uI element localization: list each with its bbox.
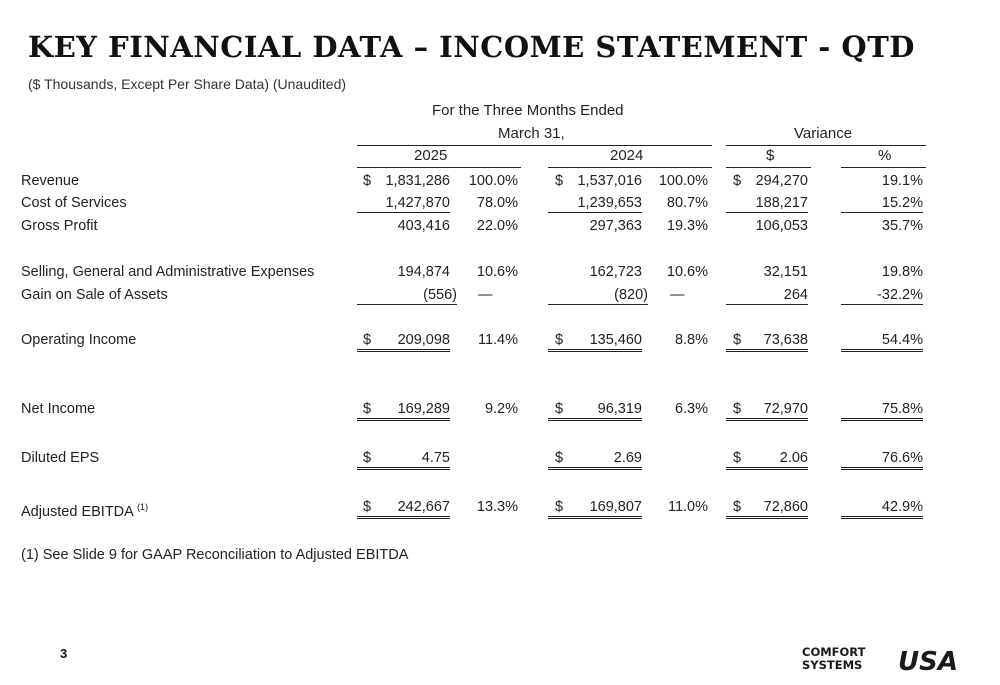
pct-2025: 78.0% (476, 195, 518, 211)
variance-pct: 76.6% (841, 449, 923, 470)
pct-2024: 6.3% (674, 401, 708, 417)
variance-pct: 35.7% (881, 218, 923, 234)
variance-header: Variance (794, 125, 853, 142)
dollar-sign: $ (733, 499, 742, 515)
pct-2024: 19.3% (666, 218, 708, 234)
dollar-sign: $ (555, 332, 564, 348)
pct-2025: — (478, 287, 493, 303)
value-2024: 96,319 (548, 400, 642, 421)
dollar-sign: $ (733, 450, 742, 466)
row-label: Net Income (21, 401, 96, 417)
col-2024-rule (548, 167, 712, 168)
variance-dollar: 32,151 (763, 264, 808, 280)
pct-2024: 11.0% (667, 499, 708, 515)
value-2025: 4.75 (357, 449, 450, 470)
col-header-var-pct: % (878, 147, 892, 164)
pct-2024: — (670, 287, 685, 303)
period-header-line1: For the Three Months Ended (432, 102, 624, 119)
col-header-2025: 2025 (414, 147, 448, 164)
dollar-sign: $ (363, 332, 372, 348)
logo-mark: USA (898, 647, 958, 673)
row-label: Gross Profit (21, 218, 98, 234)
row-label: Revenue (21, 173, 80, 189)
value-2024: (820) (548, 286, 648, 305)
col-2025-rule (357, 167, 521, 168)
logo-line1: COMFORT (802, 645, 866, 659)
company-logo (800, 643, 970, 673)
dollar-sign: $ (733, 401, 742, 417)
dollar-sign: $ (555, 173, 564, 189)
col-header-var-dollar: $ (766, 147, 775, 164)
period-header-rule (357, 145, 712, 146)
pct-2024: 8.8% (674, 332, 708, 348)
variance-dollar: 106,053 (755, 218, 808, 234)
variance-header-rule (726, 145, 926, 146)
pct-2024: 80.7% (666, 195, 708, 211)
value-2024: 1,239,653 (548, 194, 642, 213)
row-label: Selling, General and Administrative Expenses (21, 264, 315, 280)
pct-2024: 10.6% (666, 264, 708, 280)
value-2025: 194,874 (397, 264, 450, 280)
value-2024: 297,363 (589, 218, 642, 234)
value-2024: 169,807 (548, 498, 642, 519)
dollar-sign: $ (363, 173, 372, 189)
row-label: Gain on Sale of Assets (21, 287, 168, 303)
value-2024: 1,537,016 (577, 173, 642, 189)
variance-pct: -32.2% (841, 286, 923, 305)
row-label (21, 498, 148, 521)
value-2025: 403,416 (397, 218, 450, 234)
dollar-sign: $ (363, 450, 372, 466)
value-2025: 209,098 (357, 331, 450, 352)
pct-2025: 11.4% (477, 332, 518, 348)
period-header-line2: March 31, (498, 125, 565, 142)
col-var-dollar-rule (726, 167, 811, 168)
pct-2025: 9.2% (484, 401, 518, 417)
page-subtitle: ($ Thousands, Except Per Share Data) (Unaudited) (28, 76, 347, 92)
variance-pct: 54.4% (841, 331, 923, 352)
pct-2025: 22.0% (476, 218, 518, 234)
page-number: 3 (60, 646, 68, 661)
variance-dollar: 72,860 (726, 498, 808, 519)
value-2024: 2.69 (548, 449, 642, 470)
variance-pct: 19.8% (881, 264, 923, 280)
pct-2025: 10.6% (476, 264, 518, 280)
footnote-marker: (1) (137, 502, 149, 512)
variance-pct: 15.2% (841, 194, 923, 213)
variance-dollar: 72,970 (726, 400, 808, 421)
pct-2025: 100.0% (468, 173, 518, 189)
pct-2025: 13.3% (476, 499, 518, 515)
col-header-2024: 2024 (610, 147, 644, 164)
value-2025: 169,289 (357, 400, 450, 421)
row-label: Cost of Services (21, 195, 127, 211)
value-2025: 1,427,870 (357, 194, 450, 213)
value-2024: 162,723 (589, 264, 642, 280)
variance-dollar: 294,270 (755, 173, 808, 189)
value-2025: 1,831,286 (385, 173, 450, 189)
page-title: KEY FINANCIAL DATA – INCOME STATEMENT - QTD (28, 30, 915, 64)
row-label: Operating Income (21, 332, 137, 348)
variance-pct: 42.9% (841, 498, 923, 519)
value-2025: 242,667 (357, 498, 450, 519)
dollar-sign: $ (733, 173, 742, 189)
dollar-sign: $ (555, 450, 564, 466)
dollar-sign: $ (555, 401, 564, 417)
dollar-sign: $ (363, 499, 372, 515)
row-label-text: Adjusted EBITDA (21, 503, 134, 520)
dollar-sign: $ (733, 332, 742, 348)
variance-pct: 19.1% (881, 173, 923, 189)
dollar-sign: $ (555, 499, 564, 515)
row-label: Diluted EPS (21, 450, 100, 466)
col-var-pct-rule (841, 167, 926, 168)
logo-line2: SYSTEMS (802, 658, 863, 672)
comfort-systems-logo-icon (800, 643, 970, 673)
value-2024: 135,460 (548, 331, 642, 352)
dollar-sign: $ (363, 401, 372, 417)
footnote: (1) See Slide 9 for GAAP Reconciliation to Adjusted EBITDA (21, 547, 409, 563)
value-2025: (556) (357, 286, 457, 305)
variance-pct: 75.8% (841, 400, 923, 421)
variance-dollar: 264 (726, 286, 808, 305)
variance-dollar: 73,638 (726, 331, 808, 352)
variance-dollar: 188,217 (726, 194, 808, 213)
pct-2024: 100.0% (658, 173, 708, 189)
variance-dollar: 2.06 (726, 449, 808, 470)
